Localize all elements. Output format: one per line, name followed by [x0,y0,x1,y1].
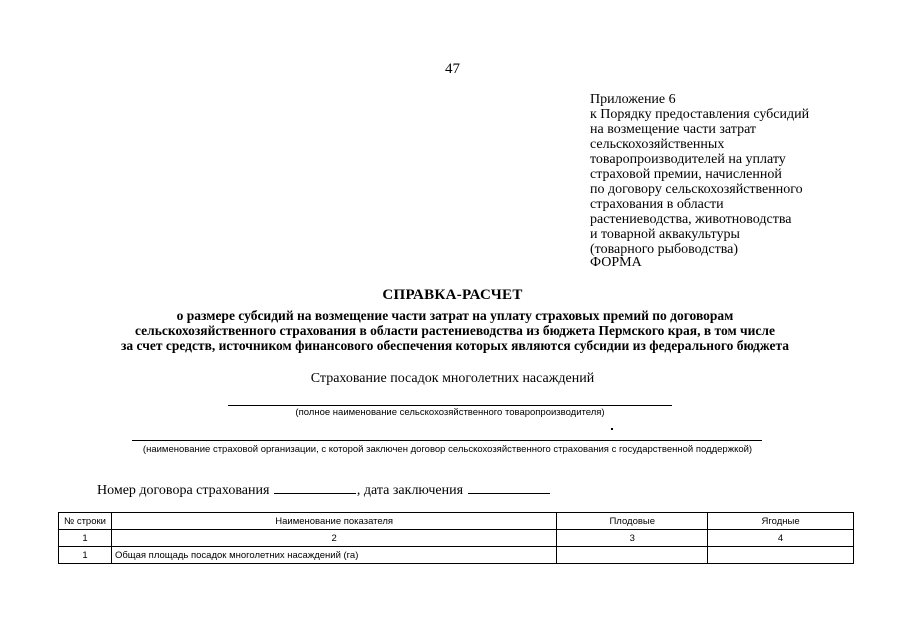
table-cell-input[interactable] [557,547,708,564]
appendix-line: и товарной аквакультуры [590,227,740,242]
table-index-row [59,530,854,547]
subtitle-line: о размере субсидий на возмещение части затрат на уплату страховых премий по договорам [176,308,734,323]
contract-line [97,481,551,499]
page-number: 47 [445,61,460,77]
appendix-line: сельскохозяйственных [590,137,725,152]
document-title: СПРАВКА-РАСЧЕТ [382,287,523,303]
appendix-line: по договору сельскохозяйственного [590,182,803,197]
appendix-line: товаропроизводителей на уплату [590,152,786,167]
table-row [59,547,854,564]
scan-speck [611,428,613,430]
table-header-row [59,513,854,530]
appendix-line: страхования в области [590,197,724,212]
header-indicator-name: Наименование показателя [111,513,556,530]
insurance-type: Страхование посадок многолетних насаждений [310,371,595,386]
table-cell: Общая площадь посадок многолетних насаждений (га) [111,547,556,564]
insurer-name-line[interactable] [132,440,762,441]
table-cell: 4 [708,530,854,547]
insurer-caption: (наименование страховой организации, с которой заключен договор сельскохозяйственного страхования с государственной поддержкой) [142,444,753,455]
header-berry: Ягодные [708,513,854,530]
document-subtitle [60,308,850,353]
table-cell: 2 [111,530,556,547]
subtitle-line: сельскохозяйственного страхования в области растениеводства из бюджета Пермского края, в том числе [135,323,775,338]
contract-date-blank[interactable] [468,481,550,494]
appendix-line: к Порядку предоставления субсидий [590,107,810,122]
contract-number-label: Номер договора страхования [97,483,270,498]
table-cell: 1 [59,547,112,564]
header-row-number: № строки [59,513,112,530]
table-cell: 1 [59,530,112,547]
appendix-line: (товарного рыбоводства) [590,242,739,257]
appendix-header [590,92,890,257]
appendix-line: Приложение 6 [590,92,676,107]
table-cell: 3 [557,530,708,547]
appendix-line: на возмещение части затрат [590,122,757,137]
header-fruit: Плодовые [557,513,708,530]
table-cell-input[interactable] [708,547,854,564]
subtitle-line: за счет средств, источником финансового обеспечения которых являются субсидии из федерального бюджета [120,338,790,353]
contract-date-label: , дата заключения [356,483,464,498]
producer-caption: (полное наименование сельскохозяйственного товаропроизводителя) [295,407,605,418]
form-label: ФОРМА [590,255,642,270]
appendix-line: страховой премии, начисленной [590,167,782,182]
contract-number-blank[interactable] [274,481,356,494]
producer-name-line[interactable] [228,405,672,406]
appendix-line: растениеводства, животноводства [590,212,792,227]
indicator-table [58,512,854,564]
